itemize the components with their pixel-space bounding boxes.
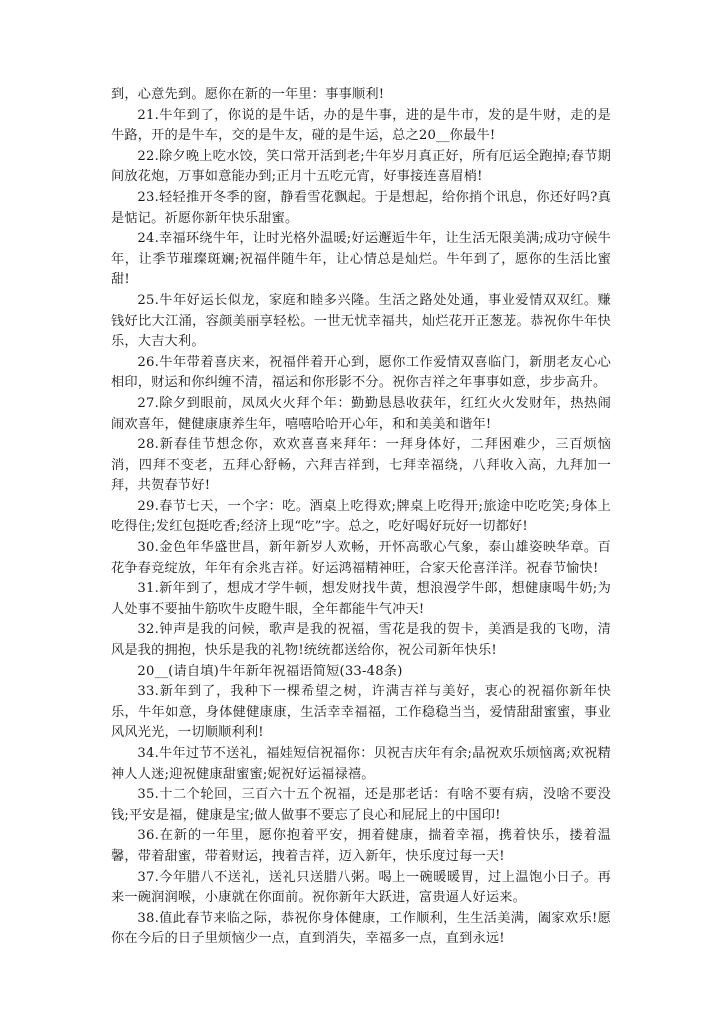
paragraph-21: 21.牛年到了，你说的是牛话，办的是牛事，进的是牛市，发的是牛财，走的是牛路，开的是牛车，交的是牛友，碰的是牛运，总之20__你最牛! [111,107,611,144]
paragraph-30: 30.金色年华盛世昌，新年新岁人欢畅，开怀高歌心气象，泰山雄姿映华章。百花争春竞绽放，年年有余兆吉祥。好运鸿福精神旺，合家天伦喜洋洋。祝春节愉快! [111,540,611,576]
paragraph-35: 35.十二个轮回，三百六十五个祝福，还是那老话：有啥不要有病，没啥不要没钱;平安是福，健康是宝;做人做事不要忘了良心和屁屁上的中国印! [111,787,611,823]
paragraph-33: 33.新年到了，我种下一棵希望之树，许满吉祥与美好，衷心的祝福你新年快乐，牛年如意，身体健健康康，生活幸幸福福，工作稳稳当当，爱情甜甜蜜蜜，事业风风光光，一切顺顺利利! [111,684,611,741]
paragraph-31: 31.新年到了，想成才学牛顿，想发财找牛黄，想浪漫学牛郎，想健康喝牛奶;为人处事不要抽牛筋吹牛皮瞪牛眼，全年都能牛气冲天! [111,581,611,617]
paragraph-38: 38.值此春节来临之际，恭祝你身体健康，工作顺利，生生活美满，阖家欢乐!愿你在今后的日子里烦恼少一点，直到消失，幸福多一点，直到永远! [111,910,611,947]
paragraph-22: 22.除夕晚上吃水饺，笑口常开活到老;牛年岁月真正好，所有厄运全跑掉;春节期间放花炮，万事如意能办到;正月十五吃元宵，好事接连喜眉梢! [111,148,611,185]
paragraph-36: 36.在新的一年里，愿你抱着平安，拥着健康，揣着幸福，携着快乐，搂着温馨，带着甜蜜，带着财运，拽着吉祥，迈入新年，快乐度过每一天! [111,828,611,864]
paragraph-24: 24.幸福环绕牛年，让时光格外温暖;好运邂逅牛年，让生活无限美满;成功守候牛年，让季节璀璨斑斓;祝福伴随牛年，让心情总是灿烂。牛年到了，愿你的生活比蜜甜! [111,231,611,288]
paragraph-27: 27.除夕到眼前，凤凤火火拜个年：勤勤恳恳收获年，红红火火发财年，热热闹闹欢喜年，健健康康养生年，嘻嘻哈哈开心年，和和美美和谐年! [111,395,611,432]
paragraph-continuation: 到，心意先到。愿你在新的一年里：事事顺利! [111,87,385,102]
paragraph-26: 26.牛年带着喜庆来，祝福伴着开心到，愿你工作爱情双喜临门，新朋老友心心相印，财运和你纠缠不清，福运和你形影不分。祝你吉祥之年事事如意，步步高升。 [111,354,611,391]
paragraph-34: 34.牛年过节不送礼，福娃短信祝福你：贝祝吉庆年有余;晶祝欢乐烦恼离;欢祝精神人人迷;迎祝健康甜蜜蜜;妮祝好运福禄禧。 [111,746,611,782]
paragraph-29: 29.春节七天，一个字：吃。酒桌上吃得欢;牌桌上吃得开;旅途中吃吃笑;身体上吃得住;发红包挺吃香;经济上现“吃”字。总之，吃好喝好玩好一切都好! [111,498,611,535]
paragraph-28: 28.新春佳节想念你，欢欢喜喜来拜年：一拜身体好，二拜困难少，三百烦恼消，四拜不变老，五拜心舒畅，六拜吉祥到，七拜幸福绕，八拜收入高，九拜加一拜，共贺春节好! [111,437,611,494]
paragraph-23: 23.轻轻推开冬季的窗，静看雪花飘起。于是想起，给你捎个讯息，你还好吗?真是惦记。祈愿你新年快乐甜蜜。 [111,189,611,226]
paragraph-25: 25.牛年好运长似龙，家庭和睦多兴隆。生活之路处处通，事业爱情双双红。赚钱好比大江涌，容颜美丽享轻松。一世无忧幸福共，灿烂花开正葱茏。恭祝你牛年快乐，大吉大利。 [111,292,611,350]
section-heading: 20__(请自填)牛年新年祝福语简短(33-48条) [137,663,403,679]
paragraph-32: 32.钟声是我的问候，歌声是我的祝福，雪花是我的贺卡，美酒是我的飞吻，清风是我的拥抱，快乐是我的礼物!统统都送给你，祝公司新年快乐! [111,622,611,659]
document-body [111,85,611,950]
paragraph-37: 37.今年腊八不送礼，送礼只送腊八粥。喝上一碗暖暖胃，过上温饱小日子。再来一碗润润喉，小康就在你面前。祝你新年大跃进，富贵逼人好运来。 [111,869,611,906]
